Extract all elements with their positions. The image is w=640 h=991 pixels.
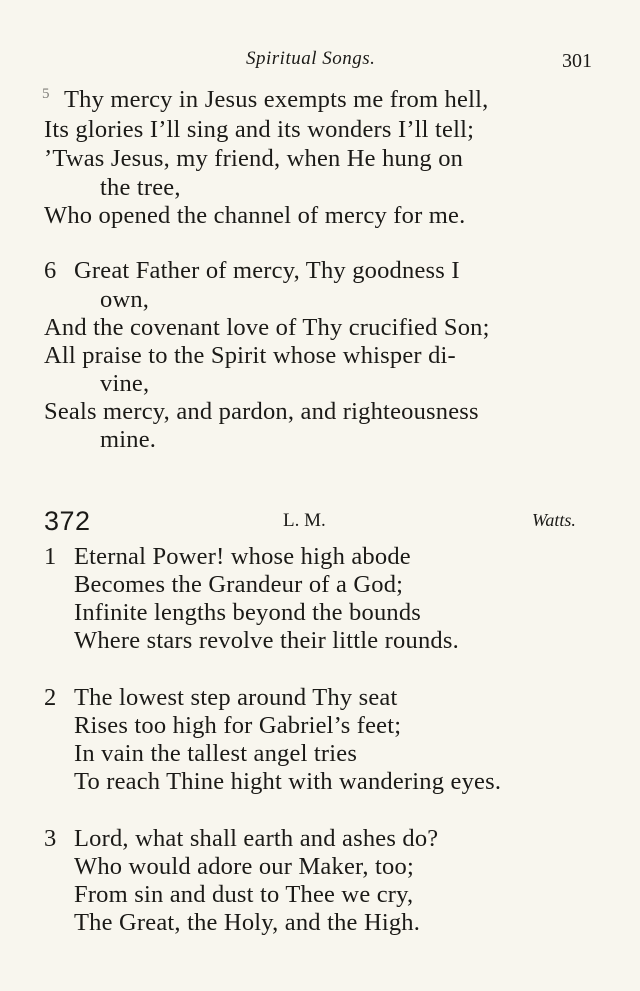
verse-line: Great Father of mercy, Thy goodness I <box>74 257 460 284</box>
verse-line: Its glories I’ll sing and its wonders I’ll tell; <box>44 116 475 143</box>
running-head <box>0 48 640 78</box>
verse-line: Lord, what shall earth and ashes do? <box>74 825 439 852</box>
verse-line: Rises too high for Gabriel’s feet; <box>74 712 402 739</box>
verse-line: The lowest step around Thy seat <box>74 684 398 711</box>
verse-number: 3 <box>44 825 57 852</box>
verse-line: Who opened the channel of mercy for me. <box>44 202 466 229</box>
verse-line: mine. <box>100 426 157 453</box>
verse-line: own, <box>100 286 150 313</box>
hymn-number: 372 <box>44 506 91 536</box>
verse-line: Thy mercy in Jesus exempts me from hell, <box>64 86 489 113</box>
verse-number: 2 <box>44 684 57 711</box>
running-title: Spiritual Songs. <box>246 48 376 69</box>
verse-line: vine, <box>100 370 150 397</box>
verse-line: Eternal Power! whose high abode <box>74 543 411 570</box>
hymn-author: Watts. <box>532 510 576 530</box>
verse-line: Seals mercy, and pardon, and righteousness <box>44 398 479 425</box>
verse-line: Where stars revolve their little rounds. <box>74 627 459 654</box>
verse-line: ’Twas Jesus, my friend, when He hung on <box>44 145 464 172</box>
verse-line: Infinite lengths beyond the bounds <box>74 599 422 626</box>
verse-number: 5 <box>42 86 50 102</box>
verse-line: Becomes the Grandeur of a God; <box>74 571 404 598</box>
verse-line: And the covenant love of Thy crucified Son; <box>44 314 490 341</box>
verse-line: In vain the tallest angel tries <box>74 740 358 767</box>
verse-line: All praise to the Spirit whose whisper di- <box>44 342 456 369</box>
verse-line: To reach Thine hight with wandering eyes. <box>74 768 502 795</box>
verse-line: From sin and dust to Thee we cry, <box>74 881 414 908</box>
verse-number: 1 <box>44 543 57 570</box>
verse-line: Who would adore our Maker, too; <box>74 853 414 880</box>
verse-line: the tree, <box>100 174 181 201</box>
hymn-meter: L. M. <box>283 510 326 531</box>
page-number: 301 <box>562 50 592 72</box>
verse-number: 6 <box>44 257 57 284</box>
verse-line: The Great, the Holy, and the High. <box>74 909 421 936</box>
